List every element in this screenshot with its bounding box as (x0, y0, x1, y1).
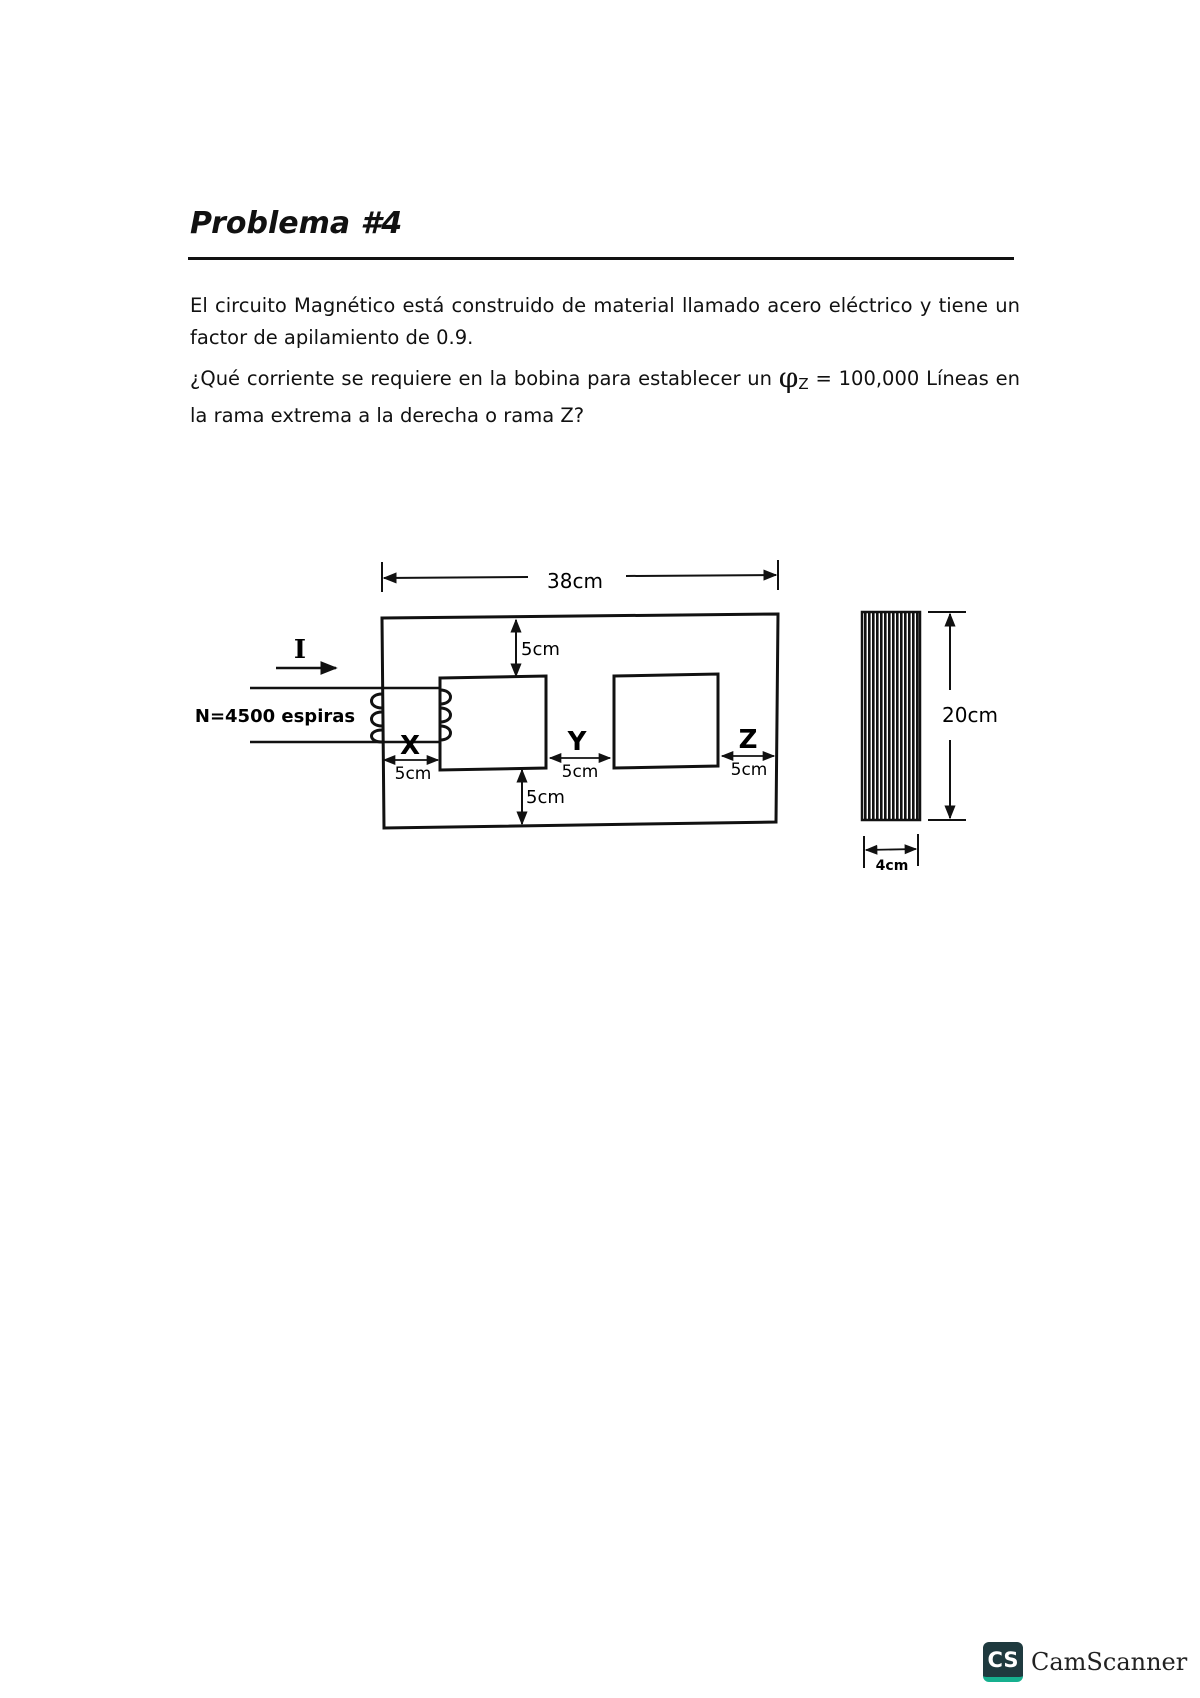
bottom-yoke-label: 5cm (526, 787, 565, 808)
camscanner-logo-icon: CS (983, 1642, 1023, 1682)
current-label: I (293, 635, 307, 665)
leg-z-width: 5cm (730, 760, 768, 780)
top-yoke-dimension (516, 620, 560, 676)
page-title: Problema #4 (190, 206, 403, 241)
leg-y (550, 727, 610, 782)
problem-statement: El circuito Magnético está construido de material llamado acero eléctrico y tiene un factor de apilamiento de 0.9. (190, 294, 1020, 349)
camscanner-watermark (983, 1642, 1187, 1682)
leg-y-label: Y (567, 727, 587, 757)
phi-symbol: φ (778, 361, 799, 394)
leg-x-width: 5cm (394, 764, 432, 784)
core-cross-section (862, 612, 920, 820)
phi-subscript: Z (798, 375, 809, 393)
leg-y-width: 5cm (561, 762, 599, 782)
question-text-end: = 100,000 Líneas en la rama extrema a la derecha o rama Z? (190, 367, 1020, 427)
left-window (440, 676, 546, 770)
right-window (614, 674, 718, 768)
leg-z-label: Z (738, 725, 758, 755)
depth-dimension (864, 834, 918, 874)
leg-x (384, 731, 438, 784)
leg-z (722, 725, 774, 780)
current-indicator (276, 635, 336, 668)
width-dimension (382, 560, 778, 593)
top-yoke-label: 5cm (521, 639, 560, 660)
width-label: 38cm (547, 569, 603, 593)
turns-label: N=4500 espiras (194, 706, 356, 727)
height-dimension (928, 612, 998, 820)
camscanner-brand: CamScanner (1031, 1648, 1188, 1676)
leg-x-label: X (399, 731, 421, 761)
height-label: 20cm (942, 703, 998, 727)
bottom-yoke-dimension (522, 770, 565, 824)
question-text-start: ¿Qué corriente se requiere en la bobina para establecer un (190, 367, 779, 390)
depth-label: 4cm (875, 858, 909, 874)
